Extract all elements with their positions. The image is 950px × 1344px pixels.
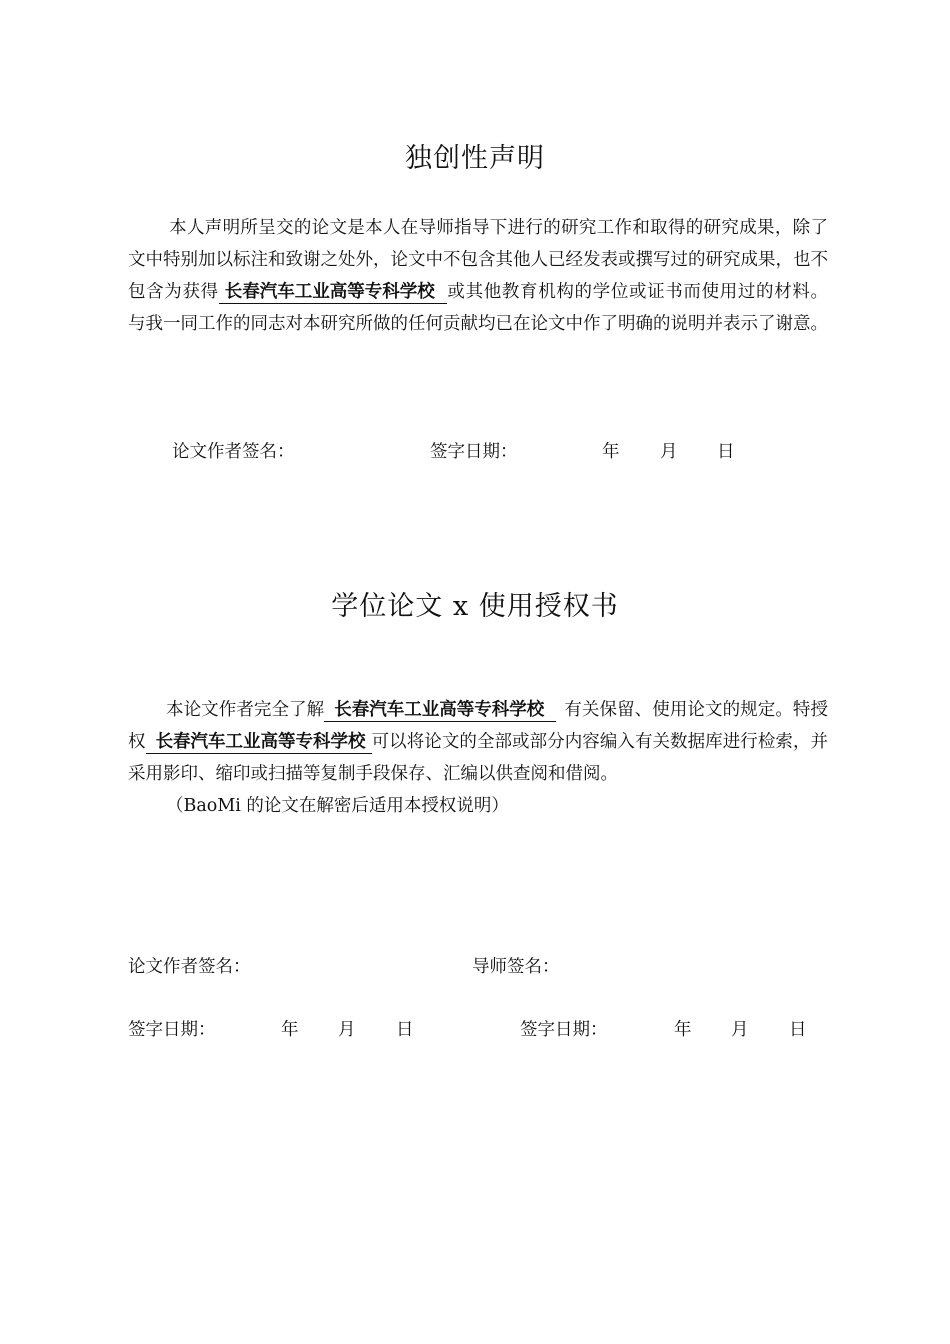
authorization-body bbox=[128, 694, 828, 822]
declaration-year: 年 bbox=[602, 442, 620, 462]
right-day: 日 bbox=[789, 1020, 807, 1040]
authorization-text-3: 可以将论文的全部或部分内容编入有关数据库进行检索，并采用影印、缩印或扫描等复制手段保存、汇编以供查阅和借阅。 bbox=[128, 732, 829, 784]
left-month: 月 bbox=[338, 1020, 356, 1040]
declaration-title: 独创性声明 bbox=[405, 143, 545, 174]
right-year: 年 bbox=[674, 1020, 692, 1040]
declaration-author-sign-label: 论文作者签名： bbox=[172, 442, 295, 462]
declaration-body bbox=[128, 212, 828, 340]
declaration-text-2: 或其他教育机构的学位或证书而使用过的材料。与我一同工作的同志对本研究所做的任何贡献均已在论文中作了明确的说明并表示了谢意。 bbox=[128, 282, 829, 334]
left-year: 年 bbox=[281, 1020, 299, 1040]
authorization-date-label-right: 签字日期： bbox=[520, 1020, 608, 1040]
declaration-day: 日 bbox=[717, 442, 735, 462]
declaration-month: 月 bbox=[660, 442, 678, 462]
authorization-date-label-left: 签字日期： bbox=[128, 1020, 216, 1040]
declaration-date-label: 签字日期： bbox=[430, 442, 518, 462]
authorization-title: 学位论文 x 使用授权书 bbox=[331, 591, 619, 622]
declaration-text-1: 本人声明所呈交的论文是本人在导师指导下进行的研究工作和取得的研究成果，除了文中特别加以标注和致谢之处外，论文中不包含其他人已经发表或撰写过的研究成果，也不包含为获得 bbox=[128, 218, 828, 302]
advisor-sign-label: 导师签名： bbox=[472, 957, 560, 977]
right-month: 月 bbox=[731, 1020, 749, 1040]
authorization-text-1: 本论文作者完全了解 bbox=[166, 700, 325, 720]
authorization-author-sign-label: 论文作者签名： bbox=[128, 957, 251, 977]
school-name: 长春汽车工业高等专科学校 bbox=[219, 281, 447, 304]
authorization-text-2: 有关保留、使用论文的规定。特授权 bbox=[128, 700, 828, 752]
left-day: 日 bbox=[396, 1020, 414, 1040]
school-name-1: 长春汽车工业高等专科学校 bbox=[324, 699, 556, 722]
authorization-note: （BaoMi 的论文在解密后适用本授权说明） bbox=[166, 796, 509, 816]
school-name-2: 长春汽车工业高等专科学校 bbox=[146, 731, 372, 754]
